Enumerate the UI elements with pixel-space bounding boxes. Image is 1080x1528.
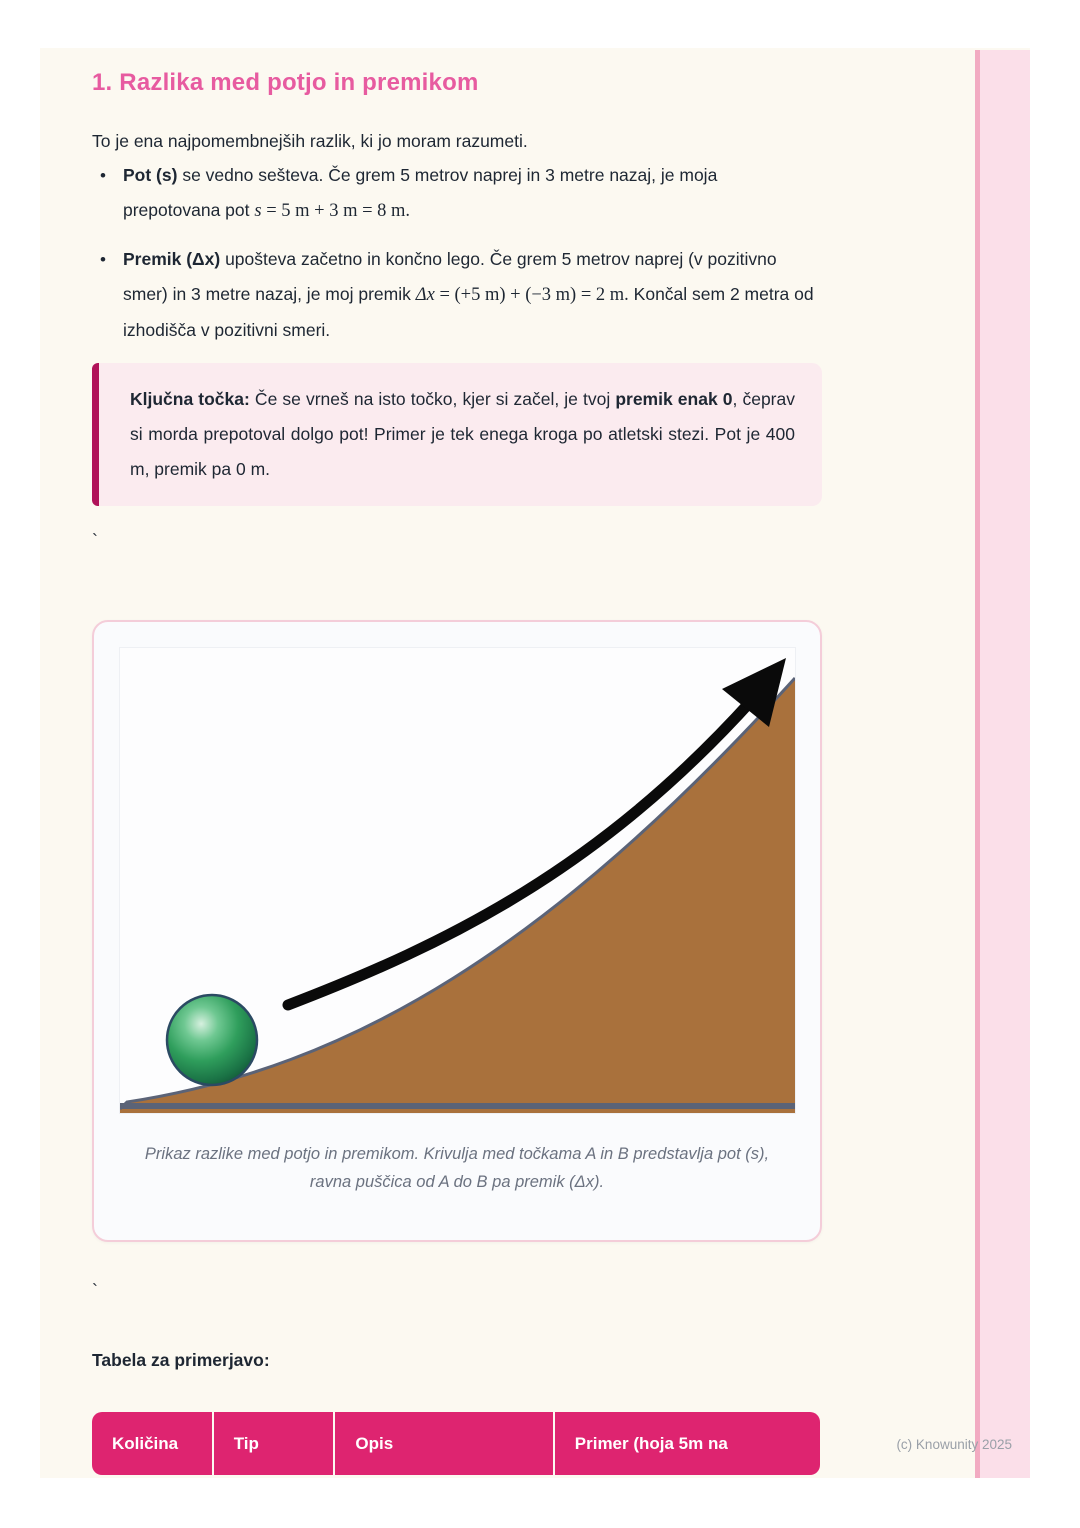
bullet-marker-icon: • <box>100 250 106 269</box>
bullet-term: Premik (Δx) <box>123 249 221 269</box>
list-item <box>100 242 816 348</box>
key-point-callout <box>92 363 822 506</box>
ground-line <box>120 1103 795 1109</box>
callout-emphasis: premik enak 0 <box>615 389 733 409</box>
bullet-text <box>123 242 816 348</box>
document-page <box>40 48 1030 1478</box>
figure-card <box>92 620 822 1242</box>
figure-illustration <box>119 647 796 1114</box>
stray-backtick: ` <box>92 531 98 551</box>
bullet-body-after: Končal sem 2 metra od izhodišča v pozitivni smeri. <box>123 284 814 340</box>
bullet-list <box>100 158 816 361</box>
ball-graphic <box>167 995 257 1085</box>
table-title: Tabela za primerjavo: <box>92 1350 270 1370</box>
bullet-marker-icon: • <box>100 166 106 185</box>
header-cell-tip: Tip <box>214 1412 334 1475</box>
figure-caption: Prikaz razlike med potjo in premikom. Krivulja med točkama A in B predstavlja pot (s), ravna puščica od A do B pa premik (Δx). <box>144 1145 770 1191</box>
callout-body: , čeprav si morda prepotoval dolgo pot! Primer je tek enega kroga po atletski stezi. Pot je 400 m, premik pa 0 m. <box>130 389 795 479</box>
intro-paragraph: To je ena najpomembnejših razlik, ki jo moram razumeti. <box>92 130 528 151</box>
inline-formula: s = 5 m + 3 m = 8 m. <box>254 201 411 221</box>
inline-formula: Δx = (+5 m) + (−3 m) = 2 m. <box>415 285 629 305</box>
comparison-table-header <box>92 1412 820 1475</box>
page-accent-bar <box>975 50 1030 1478</box>
bullet-term: Pot (s) <box>123 165 178 185</box>
header-cell-primer: Primer (hoja 5m na <box>555 1412 820 1475</box>
list-item <box>100 158 816 229</box>
callout-body: Če se vrneš na isto točko, kjer si začel, je tvoj <box>249 389 616 409</box>
stray-backtick: ` <box>92 1281 98 1301</box>
bullet-text <box>123 158 816 229</box>
callout-lead: Ključna točka: <box>130 389 250 409</box>
section-heading: 1. Razlika med potjo in premikom <box>92 69 479 97</box>
header-cell-opis: Opis <box>335 1412 552 1475</box>
watermark-text: (c) Knowunity 2025 <box>896 1437 1012 1452</box>
bullet-body: se vedno sešteva. Če grem 5 metrov naprej in 3 metre nazaj, je moja prepotovana pot <box>123 165 718 220</box>
header-cell-kolicina: Količina <box>92 1412 212 1475</box>
bullet-body: upošteva začetno in končno lego. Če grem 5 metrov naprej (v pozitivno smer) in 3 metre nazaj, je moj premik <box>123 249 777 304</box>
